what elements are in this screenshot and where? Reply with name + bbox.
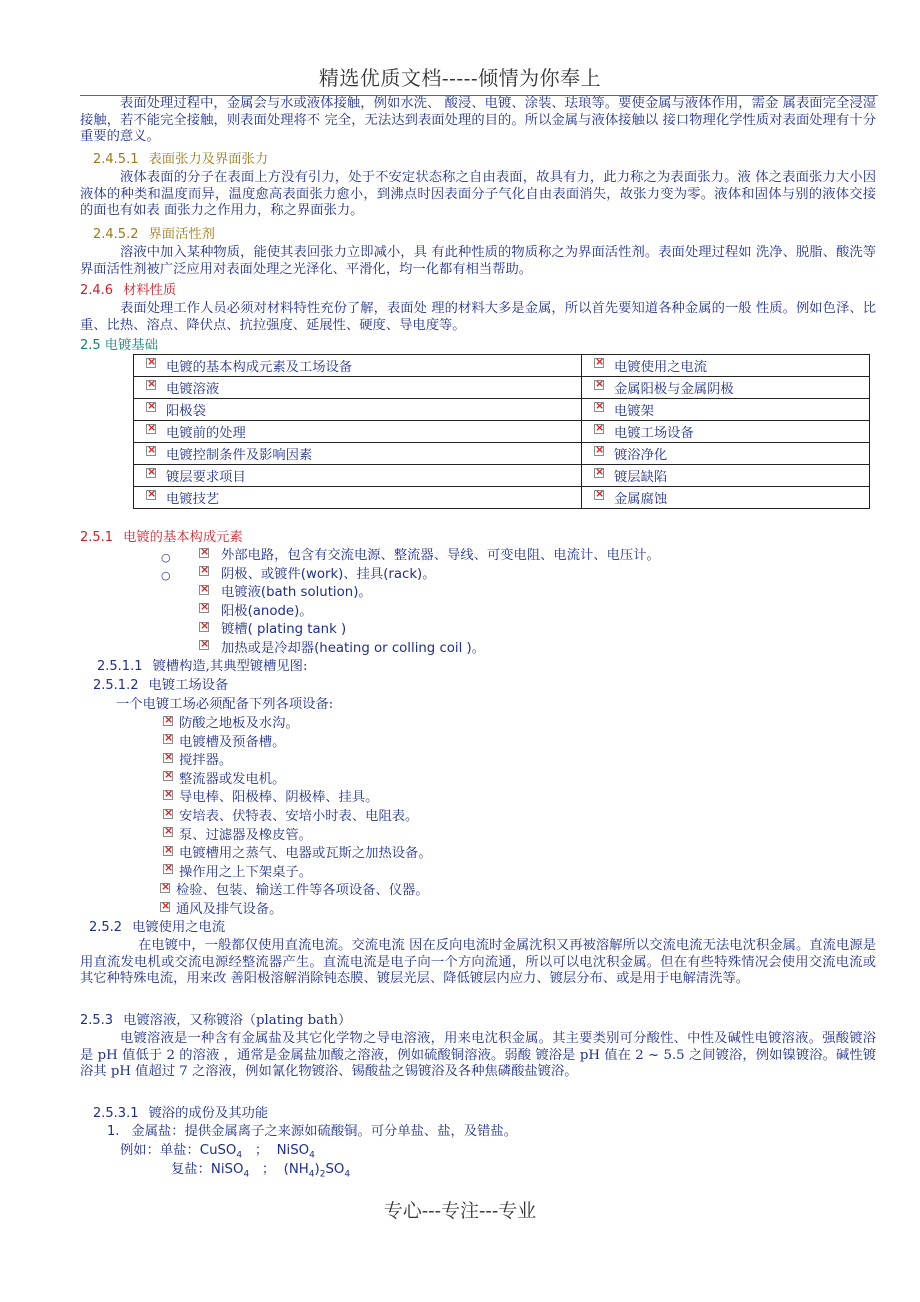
heading-number: 2.4.6 <box>80 283 114 298</box>
subscript: 2 <box>319 1169 326 1180</box>
heading-number: 2.5.3.1 <box>93 1106 139 1121</box>
broken-image-icon <box>594 446 604 456</box>
broken-image-icon <box>163 809 173 819</box>
heading-title: 电镀溶液，又称镀浴（plating bath） <box>123 1013 352 1028</box>
broken-image-icon <box>594 358 604 368</box>
broken-image-icon <box>594 424 604 434</box>
list-item <box>163 772 285 788</box>
bullet-circle: ○ <box>161 551 171 564</box>
table-cell[interactable] <box>582 465 870 487</box>
table-cell[interactable] <box>582 421 870 443</box>
broken-image-icon <box>146 490 156 500</box>
example-label: 例如：单盐： <box>120 1143 200 1158</box>
heading-title: 电镀工场设备 <box>148 678 229 693</box>
separator: ； <box>261 1162 276 1177</box>
formula: ) <box>314 1162 320 1177</box>
table-cell-text: 电镀前的处理 <box>166 426 246 441</box>
list-item-text: 电镀槽及预备槽。 <box>179 734 286 750</box>
heading-246 <box>80 283 176 300</box>
list-item <box>163 828 312 844</box>
list-item-text: 检验、包装、输送工件等各项设备、仪器。 <box>176 883 429 899</box>
list-item-text: 导电棒、阳极棒、阴极棒、挂具。 <box>179 790 379 806</box>
list-item <box>163 716 299 732</box>
list-item-text: 加热或是冷却器(heating or colling coil )。 <box>221 640 486 656</box>
broken-image-icon <box>163 753 173 763</box>
heading-2511 <box>97 659 307 676</box>
list-item-text: 阳极(anode)。 <box>221 603 313 619</box>
table-cell-text: 电镀工场设备 <box>614 426 694 441</box>
list-item <box>199 641 485 657</box>
broken-image-icon <box>146 358 156 368</box>
table-cell[interactable] <box>582 487 870 509</box>
formula: (NH <box>283 1162 309 1177</box>
list-item-text: 整流器或发电机。 <box>179 771 286 787</box>
table-cell-text: 镀层要求项目 <box>166 470 246 485</box>
list-item <box>160 902 282 918</box>
broken-image-icon <box>594 490 604 500</box>
table-cell[interactable] <box>134 487 582 509</box>
broken-image-icon <box>163 771 173 781</box>
broken-image-icon <box>146 380 156 390</box>
separator: ； <box>254 1143 269 1158</box>
table-row <box>134 421 870 443</box>
list-item <box>163 753 232 769</box>
heading-title: 表面张力及界面张力 <box>148 152 269 167</box>
broken-image-icon <box>594 380 604 390</box>
formula: NiSO <box>210 1162 244 1177</box>
list-item-text: 防酸之地板及水沟。 <box>179 716 299 731</box>
heading-number: 2.5.1.2 <box>93 678 139 693</box>
table-cell-text: 电镀控制条件及影响因素 <box>166 448 313 463</box>
list-item <box>199 585 372 601</box>
heading-2452 <box>93 227 215 244</box>
table-row <box>134 399 870 421</box>
broken-image-icon <box>163 864 173 874</box>
heading-number: 2.4.5.2 <box>93 227 139 242</box>
list-item <box>199 604 313 620</box>
list-item-text: 电镀液(bath solution)。 <box>221 585 372 600</box>
list-item <box>163 846 432 862</box>
heading-title: 电镀的基本构成元素 <box>123 530 243 545</box>
heading-25 <box>80 338 158 355</box>
broken-image-icon <box>163 846 173 856</box>
broken-image-icon <box>199 566 209 576</box>
formula: SO <box>325 1162 345 1177</box>
list-item <box>163 865 312 881</box>
example-label: 复盐： <box>171 1162 211 1177</box>
heading-number: 2.5.1 <box>80 530 114 545</box>
list-item-text: 阴极、或镀件(work)、挂具(rack)。 <box>221 566 436 582</box>
list-item <box>160 883 429 899</box>
example-double-salt <box>171 1162 350 1183</box>
list-item-text: 通风及排气设备。 <box>176 902 283 917</box>
page-footer: 专心---专注---专业 <box>383 1200 537 1222</box>
table-row <box>134 487 870 509</box>
table-cell-text: 电镀的基本构成元素及工场设备 <box>166 360 353 375</box>
list-item-text: 操作用之上下架桌子。 <box>179 864 312 880</box>
table-cell-text: 电镀架 <box>614 404 654 419</box>
list-item-text: 搅拌器。 <box>179 753 233 769</box>
heading-2512 <box>93 678 228 695</box>
heading-title: 镀浴的成份及其功能 <box>148 1106 269 1121</box>
heading-2451 <box>93 152 268 169</box>
heading-title: 电镀基础 <box>104 338 158 353</box>
list-item-text: 电镀槽用之蒸气、电器或瓦斯之加热设备。 <box>179 846 432 862</box>
table-cell[interactable] <box>582 377 870 399</box>
table-row <box>134 355 870 377</box>
list-item-text: 镀槽( plating tank ) <box>221 622 347 637</box>
table-cell[interactable] <box>582 399 870 421</box>
broken-image-icon <box>163 827 173 837</box>
table-cell-text: 电镀技艺 <box>166 492 220 507</box>
table-cell[interactable] <box>134 421 582 443</box>
heading-title: 电镀使用之电流 <box>132 920 226 935</box>
list-item <box>163 809 418 825</box>
heading-253 <box>80 1013 351 1030</box>
table-cell[interactable] <box>582 443 870 465</box>
table-cell[interactable] <box>134 399 582 421</box>
paragraph-252: 在电镀中，一般都仅使用直流电流。交流电流 因在反向电流时金属沈积又再被溶解所以交流电流无法电沈积金属。直流电源是用直流发电机或交流电源经整流器产生。直流电流是电子向一个方向流通，所以可以电沈积金属。但在有些特殊情况会使用交流电流或其它种特殊电流，用来改 善阳极溶解消除钝态膜、镀层光层、降低镀层内应力、镀层分布、或是用于电解清洗等。 <box>80 938 876 987</box>
broken-image-icon <box>594 402 604 412</box>
broken-image-icon <box>160 902 170 912</box>
table-cell-text: 电镀溶液 <box>166 382 220 397</box>
table-cell[interactable] <box>134 443 582 465</box>
heading-title: 界面活性剂 <box>148 227 215 242</box>
item-number: 1. <box>107 1124 120 1139</box>
broken-image-icon <box>199 603 209 613</box>
heading-251 <box>80 530 243 547</box>
broken-image-icon <box>594 468 604 478</box>
broken-image-icon <box>199 622 209 632</box>
table-cell-text: 电镀使用之电流 <box>614 360 708 375</box>
list-item-text: 外部电路，包含有交流电源、整流器、导线、可变电阻、电流计、电压计。 <box>221 548 660 563</box>
heading-2531 <box>93 1106 268 1123</box>
heading-number: 2.4.5.1 <box>93 152 139 167</box>
bullet-circle: ○ <box>161 569 171 582</box>
formula: CuSO <box>199 1143 237 1158</box>
subscript: 4 <box>344 1169 351 1180</box>
equipment-lead: 一个电镀工场必须配备下列各项设备: <box>116 697 334 712</box>
list-item <box>199 548 660 564</box>
table-cell[interactable] <box>582 355 870 377</box>
heading-252 <box>89 920 225 937</box>
list-item-text: 泵、过滤器及橡皮管。 <box>179 827 312 843</box>
paragraph-2452: 溶液中加入某种物质，能使其表回张力立即减小，具 有此种性质的物质称之为界面活性剂。表面处理过程如 洗净、脱脂、酸洗等界面活性剂被广泛应用对表面处理之光泽化、平滑化，均一化都有相当帮助。 <box>80 245 876 277</box>
table-cell-text: 镀浴净化 <box>614 448 668 463</box>
broken-image-icon <box>146 446 156 456</box>
broken-image-icon <box>163 716 173 726</box>
paragraph-246: 表面处理工作人员必须对材料特性充份了解，表面处 理的材料大多是金属，所以首先要知道各种金属的一般 性质。例如色泽、比重、比热、溶点、降伏点、抗拉强度、延展性、硬度、导电度等。 <box>80 301 876 333</box>
broken-image-icon <box>163 734 173 744</box>
subscript: 4 <box>308 1169 315 1180</box>
heading-number: 2.5 <box>80 338 101 353</box>
paragraph-253: 电镀溶液是一种含有金属盐及其它化学物之导电溶液，用来电沈积金属。其主要类别可分酸性、中性及碱性电镀溶液。强酸镀浴是 pH 值低于 2 的溶液 ，通常是金属盐加酸之溶液，例如硫酸铜溶液。弱酸 镀浴是 pH 值在 2 ~ 5.5 之间镀浴，例如镍镀浴。碱性镀浴其 pH 值超过 7 之溶液，例如氰化物镀浴、锡酸盐之锡镀浴及各种焦磷酸盐镀浴。 <box>80 1031 876 1080</box>
heading-number: 2.5.1.1 <box>97 659 143 674</box>
table-cell[interactable] <box>134 355 582 377</box>
list-item <box>163 735 285 751</box>
table-row <box>134 465 870 487</box>
subscript: 4 <box>243 1169 250 1180</box>
paragraph-2451: 液体表面的分子在表面上方没有引力，处于不安定状态称之自由表面，故具有力，此力称之为表面张力。液 体之表面张力大小因液体的种类和温度而异，温度愈高表面张力愈小，到沸点时因表面分子气化自由表面消失，故张力变为零。液体和固体与别的液体交接的面也有如表 面张力之作用力，称之界面张力。 <box>80 170 876 219</box>
broken-image-icon <box>146 468 156 478</box>
table-row <box>134 377 870 399</box>
list-item <box>199 622 346 638</box>
broken-image-icon <box>146 402 156 412</box>
list-item-text: 安培表、伏特表、安培小时表、电阻表。 <box>179 809 419 824</box>
page-header: 精选优质文档-----倾情为你奉上 <box>318 66 602 90</box>
subscript: 4 <box>309 1150 315 1161</box>
broken-image-icon <box>199 548 209 558</box>
table-cell-text: 镀层缺陷 <box>614 470 668 485</box>
broken-image-icon <box>199 640 209 650</box>
heading-number: 2.5.3 <box>80 1013 114 1028</box>
list-item <box>163 790 378 806</box>
broken-image-icon <box>163 790 173 800</box>
list-item <box>199 567 436 583</box>
intro-paragraph: 表面处理过程中，金属会与水或液体接触，例如水洗、 酸浸、电镀、涂装、珐琅等。要使金属与液体作用，需金 属表面完全浸湿接触，若不能完全接触，则表面处理将不 完全，无法达到表面处理的目的。所以金属与液体接触以 接口物理化学性质对表面处理有十分重要的意义。 <box>80 96 876 145</box>
table-cell-text: 金属腐蚀 <box>614 492 668 507</box>
list-item-metal-salt <box>107 1124 517 1141</box>
table-cell[interactable] <box>134 465 582 487</box>
table-cell-text: 阳极袋 <box>166 404 206 419</box>
item-text: 金属盐：提供金属离子之来源如硫酸铜。可分单盐、盐，及错盐。 <box>131 1124 518 1139</box>
heading-title: 镀槽构造,其典型镀槽见图: <box>152 659 308 674</box>
broken-image-icon <box>199 585 209 595</box>
table-row <box>134 443 870 465</box>
table-cell[interactable] <box>134 377 582 399</box>
table-cell-text: 金属阳极与金属阴极 <box>614 382 734 397</box>
broken-image-icon <box>160 883 170 893</box>
topics-table <box>133 354 870 509</box>
formula: NiSO <box>276 1143 310 1158</box>
heading-title: 材料性质 <box>123 283 177 298</box>
subscript: 4 <box>236 1150 243 1161</box>
heading-number: 2.5.2 <box>89 920 123 935</box>
broken-image-icon <box>146 424 156 434</box>
